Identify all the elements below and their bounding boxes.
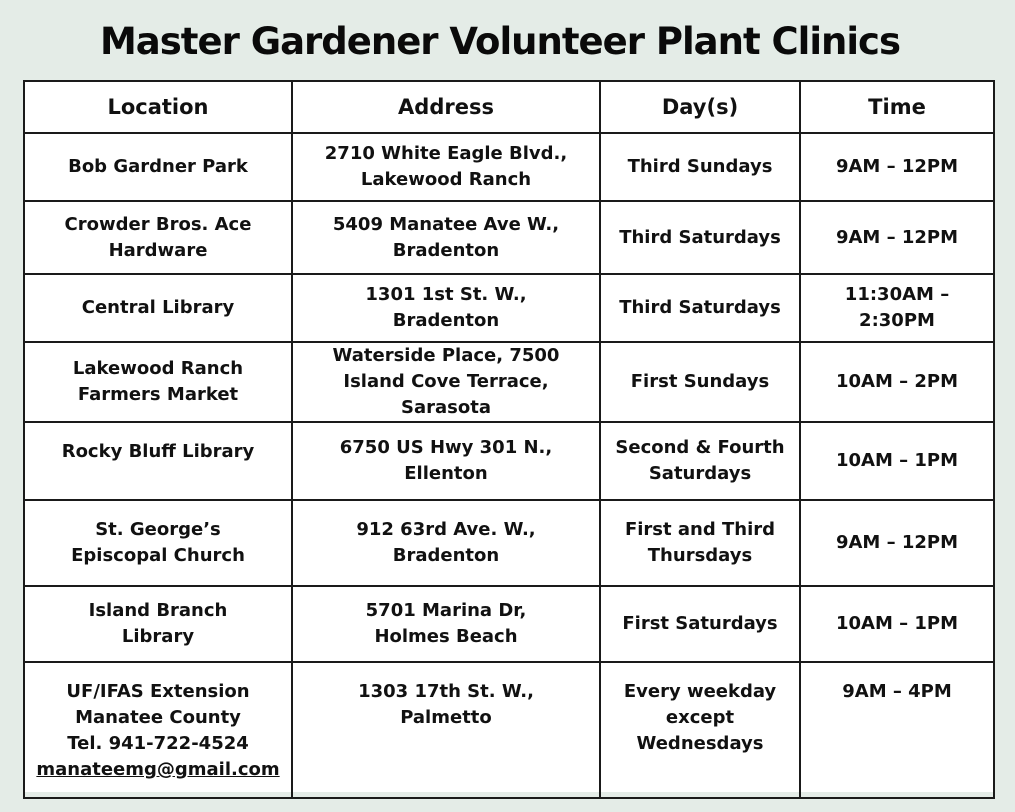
location-line: Rocky Bluff Library: [61, 441, 255, 462]
time-cell: 10AM – 1PM: [800, 586, 994, 662]
location-line: Episcopal Church: [71, 545, 245, 566]
days-cell: [600, 422, 800, 500]
location-line: Library: [121, 626, 195, 647]
address-line: Lakewood Ranch: [360, 169, 532, 190]
phone-line: Tel. 941-722-4524: [67, 733, 249, 754]
table-row: [24, 342, 994, 422]
time-cell: 11:30AM – 2:30PM: [800, 274, 994, 342]
days-cell: [600, 201, 800, 274]
location-cell: [24, 662, 292, 798]
days-line: First and Third: [624, 519, 776, 540]
days-line: First Sundays: [630, 371, 770, 392]
days-line: Third Saturdays: [619, 226, 781, 248]
address-line: 912 63rd Ave. W.,: [356, 519, 536, 540]
schedule-table: [23, 80, 995, 799]
address-line: Bradenton: [392, 545, 500, 566]
address-cell: [292, 274, 600, 342]
table-row: [24, 201, 994, 274]
time-cell: 9AM – 12PM: [800, 500, 994, 586]
location-line: Island Branch: [88, 600, 228, 621]
address-cell: [292, 201, 600, 274]
table-row: [24, 500, 994, 586]
address-line: Bradenton: [392, 310, 500, 331]
days-cell: [600, 133, 800, 201]
days-cell: [600, 586, 800, 662]
header-time: Time: [800, 81, 994, 133]
days-line: First Saturdays: [622, 613, 778, 634]
address-line: 5409 Manatee Ave W.,: [332, 213, 560, 235]
days-line: except: [665, 707, 735, 728]
address-line: Waterside Place, 7500: [332, 345, 560, 366]
time-cell: 9AM – 12PM: [800, 201, 994, 274]
time-cell: 9AM – 12PM: [800, 133, 994, 201]
location-cell: [24, 500, 292, 586]
time-cell: 9AM – 4PM: [800, 662, 994, 798]
clinic-schedule-table: [23, 80, 993, 792]
address-line: 6750 US Hwy 301 N.,: [339, 437, 553, 458]
location-line: Central Library: [81, 297, 235, 318]
table-row: [24, 133, 994, 201]
address-line: 2710 White Eagle Blvd.,: [324, 143, 568, 164]
address-line: Holmes Beach: [374, 626, 518, 647]
table-row: [24, 274, 994, 342]
address-line: Palmetto: [400, 707, 492, 728]
time-cell: 10AM – 1PM: [800, 422, 994, 500]
days-line: Second & Fourth: [615, 437, 785, 458]
address-cell: [292, 500, 600, 586]
days-line: Third Sundays: [627, 156, 773, 177]
header-address: Address: [292, 81, 600, 133]
days-line: Thursdays: [647, 545, 753, 566]
header-location: Location: [24, 81, 292, 133]
location-line: Crowder Bros. Ace: [64, 213, 252, 235]
days-cell: [600, 342, 800, 422]
address-cell: [292, 133, 600, 201]
location-cell: [24, 201, 292, 274]
address-cell: [292, 586, 600, 662]
location-line: Manatee County: [75, 707, 241, 728]
location-line: Bob Gardner Park: [68, 156, 248, 177]
days-line: Saturdays: [648, 463, 752, 484]
time-cell: 10AM – 2PM: [800, 342, 994, 422]
location-line: Lakewood Ranch: [72, 358, 244, 379]
table-header-row: [24, 81, 994, 133]
location-line: UF/IFAS Extension: [66, 681, 250, 702]
days-line: Third Saturdays: [619, 297, 781, 318]
days-line: Every weekday: [623, 681, 777, 702]
location-cell: [24, 274, 292, 342]
address-cell: [292, 342, 600, 422]
address-cell: [292, 662, 600, 798]
address-line: Bradenton: [392, 239, 500, 261]
table-row: [24, 586, 994, 662]
days-line: Wednesdays: [636, 733, 764, 754]
address-line: 1303 17th St. W.,: [358, 681, 534, 702]
address-line: 5701 Marina Dr,: [365, 600, 527, 621]
address-line: 1301 1st St. W.,: [365, 284, 527, 305]
days-cell: [600, 500, 800, 586]
header-days: Day(s): [600, 81, 800, 133]
days-cell: [600, 662, 800, 798]
address-line: Island Cove Terrace, Sarasota: [343, 371, 549, 418]
address-cell: [292, 422, 600, 500]
location-cell: [24, 133, 292, 201]
location-line: St. George’s: [95, 519, 221, 540]
address-line: Ellenton: [404, 463, 488, 484]
email-link[interactable]: manateemg@gmail.com: [36, 759, 280, 780]
location-cell: [24, 586, 292, 662]
location-cell: [24, 342, 292, 422]
table-row: [24, 422, 994, 500]
page-title: Master Gardener Volunteer Plant Clinics: [99, 20, 901, 63]
location-line: Farmers Market: [77, 384, 239, 405]
location-cell: [24, 422, 292, 500]
location-line: Hardware: [108, 239, 208, 261]
days-cell: [600, 274, 800, 342]
table-row: [24, 662, 994, 798]
